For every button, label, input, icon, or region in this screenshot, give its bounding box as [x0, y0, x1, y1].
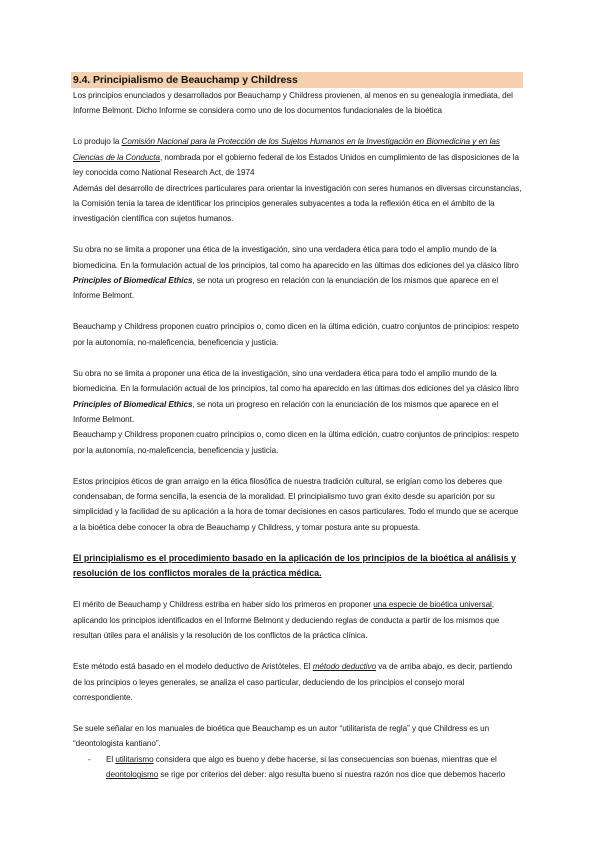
utilitarismo-term: utilitarismo [115, 754, 154, 764]
work-repeat-post: , se nota un progreso en relación con la enunciación de los mismos que aparece en el Informe Belmont. [73, 399, 499, 424]
work-pre: Su obra no se limita a proponer una ética de la investigación, sino una verdadera ética para todo el amplio mundo de la biomedicina. En la formulación actual de los principios, tal como ha aparecido en las últimas dos ediciones del ya clásico libro [73, 245, 519, 270]
commission-paragraph [73, 134, 523, 180]
principles-paragraph: Beauchamp y Childress proponen cuatro principios o, como dicen en la última edición, cuatro conjuntos de principios: respeto por la autonomía, no-maleficencia, beneficencia y justicia. [73, 322, 519, 347]
document-body [73, 72, 523, 783]
merit-pre: El mérito de Beauchamp y Childress estriba en haber sido los primeros en proponer [73, 600, 374, 610]
definitions-list [73, 752, 523, 783]
list-text-3: se rige por criterios del deber: algo resulta bueno si nuestra razón nos dice que debemos hacerlo [158, 770, 506, 780]
work-repeat-pre: Su obra no se limita a proponer una ética de la investigación, sino una verdadera ética para todo el amplio mundo de la biomedicina. En la formulación actual de los principios, tal como ha aparecido en las últimas dos ediciones del ya clásico libro [73, 368, 519, 394]
book-title-repeat: Principles of Biomedical Ethics [73, 399, 193, 409]
work-paragraph [73, 242, 523, 304]
work-paragraph-repeat [73, 366, 523, 428]
list-text-2: considera que algo es bueno y debe hacerse, si las consecuencias son buenas, mientras que el [153, 754, 497, 764]
principles-paragraph-repeat: Beauchamp y Childress proponen cuatro principios o, como dicen en la última edición, cuatro conjuntos de principios: respeto por la autonomía, no-maleficencia, beneficencia y justicia. [73, 430, 519, 455]
list-item [88, 752, 523, 783]
section-heading: 9.4. Principialismo de Beauchamp y Childress [71, 72, 523, 88]
method-paragraph [73, 659, 523, 705]
method-pre: Este método está basado en el modelo deductivo de Aristóteles. El [73, 662, 313, 672]
merit-post: , aplicando los principios identificados en el Informe Belmont y deduciendo reglas de conducta a partir de los mismos que resultan útiles para el análisis y la resolución de los conflictos de la práctica clínica. [73, 600, 500, 641]
deductive-method-link[interactable]: método deductivo [312, 662, 377, 672]
commission-pre: Lo produjo la [73, 137, 122, 147]
method-post: va de arriba abajo, es decir, partiendo de los principios o leyes generales, se analiza el caso particular, deduciendo de los principios el consejo moral correspondiente. [73, 662, 513, 702]
work-post: , se nota un progreso en relación con la enunciación de los mismos que aparece en el Informe Belmont. [73, 276, 499, 301]
merit-paragraph [73, 597, 523, 643]
commission-post: , nombrada por el gobierno federal de los Estados Unidos en cumplimiento de las disposiciones de la ley conocida como National Research Act, de 1974 [73, 152, 520, 178]
list-text-1: El [106, 754, 116, 764]
principialism-definition-title: El principialismo es el procedimiento basado en la aplicación de los principios de la bioética al análisis y resolución de los conflictos morales de la práctica médica. [73, 552, 516, 579]
commission-cont-paragraph: Además del desarrollo de directrices particulares para orientar la investigación con seres humanos en diversas circunstancias, la Comisión tenía la tarea de identificar los principios generales subyacentes a toda la reflexión ética en el ámbito de la investigación científica con sujetos humanos. [73, 183, 522, 224]
commission-link[interactable]: Comisión Nacional para la Protección de los Sujetos Humanos en la Investigación en Biomedicina y en las Ciencias de la Conducta [73, 137, 500, 162]
roots-paragraph: Estos principios éticos de gran arraigo en la ética filosófica de nuestra tradición cultural, se erigían como los deberes que condensaban, de forma sencilla, la esencia de la moralidad. El principialismo tuvo gran éxito desde su aparición por su simplicidad y la facilidad de su aplicación a la hora de tomar decisiones en casos particulares. Todo el mundo que se acerque a la bioética debe conocer la obra de Beauchamp y Childress, y tomar postura ante su propuesta. [73, 476, 519, 532]
book-title: Principles of Biomedical Ethics [73, 276, 193, 286]
deontologismo-term: deontologismo [106, 770, 159, 780]
list-marker: - [88, 754, 91, 764]
universal-bioethics-phrase: una especie de bioética universal [373, 600, 492, 610]
authors-paragraph: Se suele señalar en los manuales de bioética que Beauchamp es un autor “utilitarista de regla” y que Childress es un “deontologista kantiano”. [73, 723, 490, 749]
intro-paragraph: Los principios enunciados y desarrollados por Beauchamp y Childress provienen, al menos en su genealogía inmediata, del Informe Belmont. Dicho Informe se considera como uno de los documentos fundacionales de la bioética [73, 91, 513, 116]
